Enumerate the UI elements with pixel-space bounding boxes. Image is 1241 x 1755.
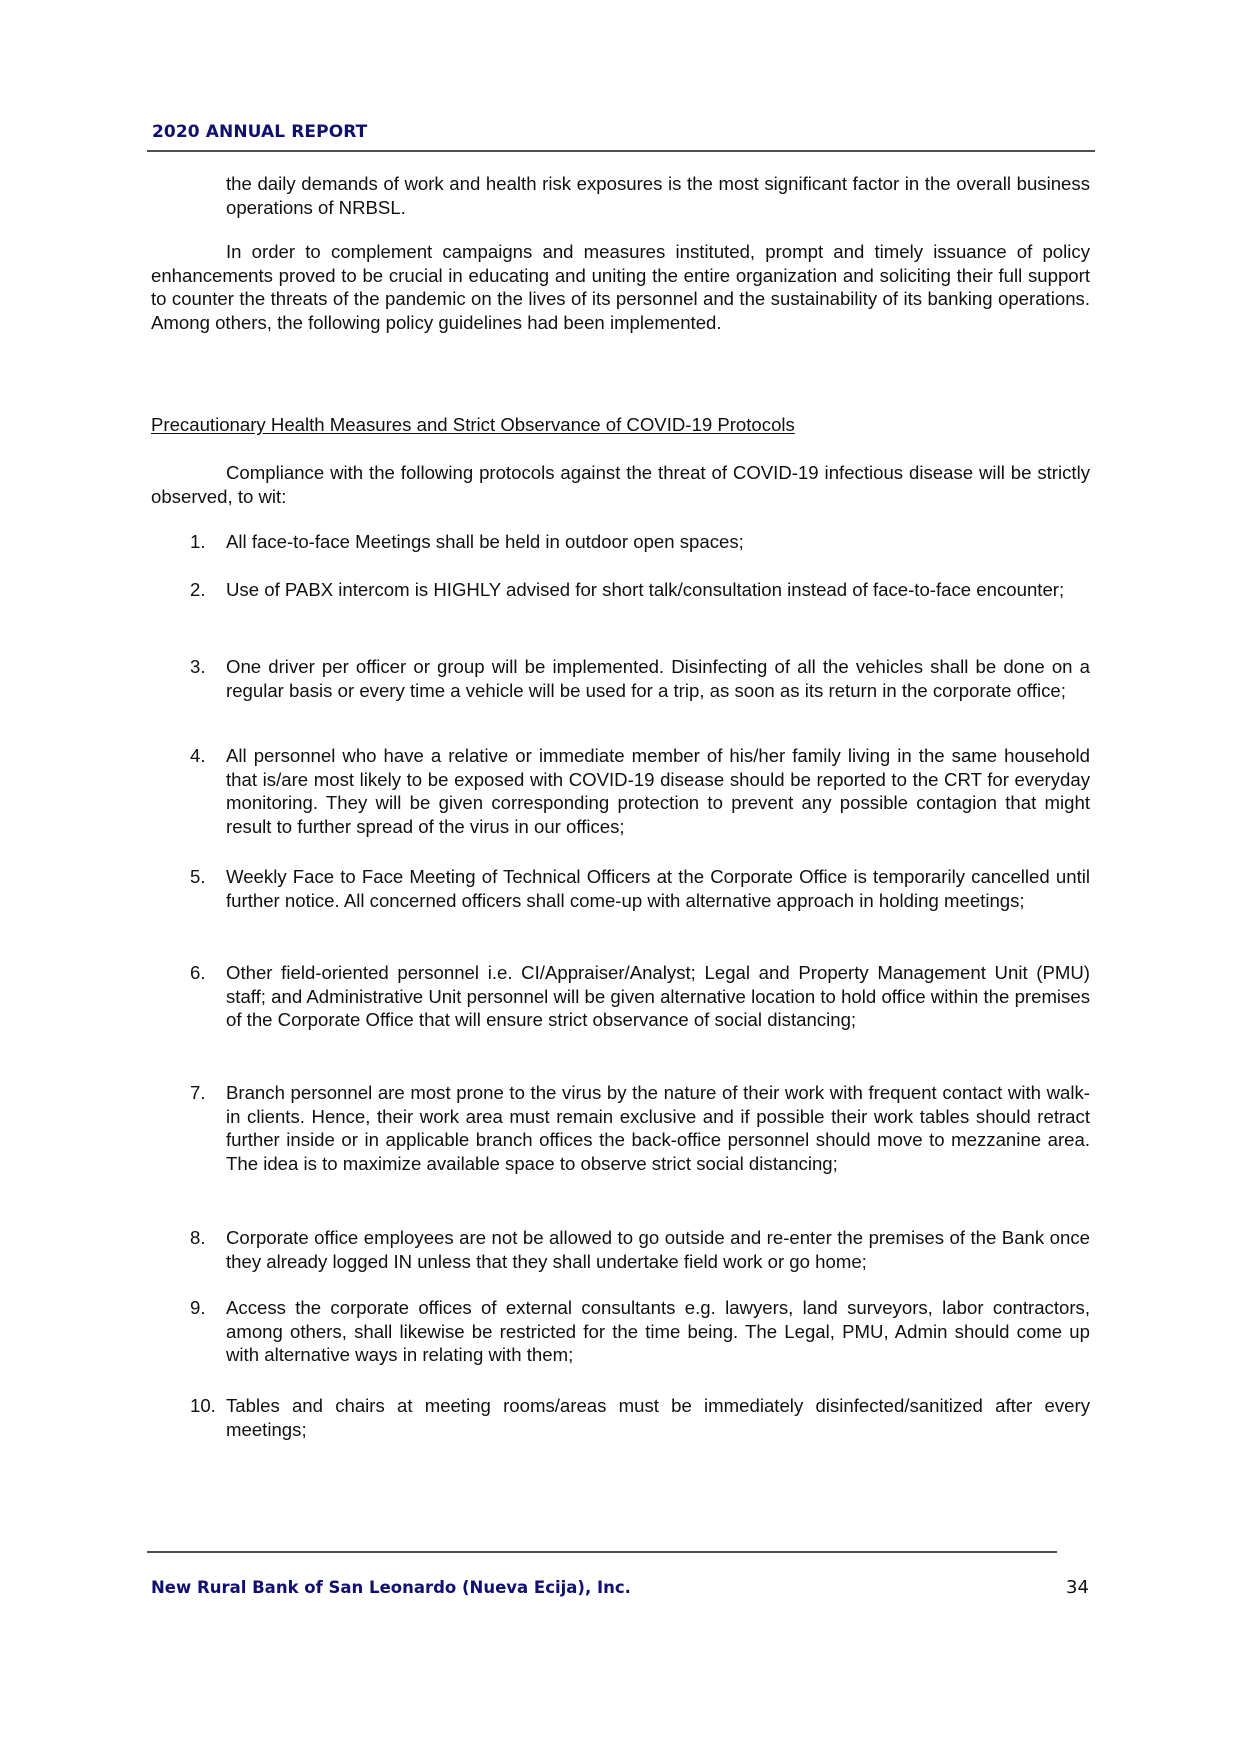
list-item-number: 2. [190, 579, 206, 600]
continuation-paragraph: the daily demands of work and health risk exposures is the most significant factor in the overall business operations of NRBSL. [226, 173, 1090, 218]
list-item-text: All face-to-face Meetings shall be held in outdoor open spaces; [226, 531, 744, 552]
list-item-number: 4. [190, 745, 206, 766]
policy-paragraph: In order to complement campaigns and measures instituted, prompt and timely issuance of policy enhancements proved to be crucial in educating and uniting the entire organization and soliciting their full support to counter the threats of the pandemic on the lives of its personnel and the sustainability of its banking operations. Among others, the following policy guidelines had been implemented. [151, 241, 1090, 333]
list-item [190, 655, 1090, 702]
footer-divider [147, 1551, 1057, 1553]
list-item [190, 1296, 1090, 1367]
section-heading: Precautionary Health Measures and Strict Observance of COVID-19 Protocols [151, 414, 795, 435]
list-item-text: All personnel who have a relative or immediate member of his/her family living in the same household that is/are most likely to be exposed with COVID-19 disease should be reported to the CRT for everyday monitoring. They will be given corresponding protection to prevent any possible contagion that might result to further spread of the virus in our offices; [226, 745, 1090, 837]
header-divider [147, 150, 1095, 152]
list-item-text: One driver per officer or group will be implemented. Disinfecting of all the vehicles shall be done on a regular basis or every time a vehicle will be used for a trip, as soon as its return in the corporate office; [226, 656, 1090, 701]
list-item [190, 865, 1090, 912]
list-item [190, 744, 1090, 838]
list-item-number: 5. [190, 866, 206, 887]
list-item [190, 530, 1090, 554]
list-item-number: 7. [190, 1082, 206, 1103]
report-header-title: 2020 ANNUAL REPORT [152, 122, 368, 142]
footer-organization-name: New Rural Bank of San Leonardo (Nueva Ecija), Inc. [151, 1578, 631, 1597]
list-item-text: Tables and chairs at meeting rooms/areas must be immediately disinfected/sanitized after every meetings; [226, 1395, 1090, 1440]
list-item-number: 8. [190, 1227, 206, 1248]
page-number: 34 [1066, 1577, 1089, 1598]
list-item-text: Use of PABX intercom is HIGHLY advised for short talk/consultation instead of face-to-face encounter; [226, 579, 1065, 600]
list-item [190, 1081, 1090, 1175]
list-item [190, 1394, 1090, 1441]
list-item-text: Corporate office employees are not be allowed to go outside and re-enter the premises of the Bank once they already logged IN unless that they shall undertake field work or go home; [226, 1227, 1090, 1272]
list-item-text: Access the corporate offices of external consultants e.g. lawyers, land surveyors, labor contractors, among others, shall likewise be restricted for the time being. The Legal, PMU, Admin should come up with alternative ways in relating with them; [226, 1297, 1090, 1366]
list-item-number: 10. [190, 1395, 216, 1416]
list-item-number: 9. [190, 1297, 206, 1318]
list-item [190, 961, 1090, 1032]
list-item-number: 6. [190, 962, 206, 983]
list-item-number: 1. [190, 531, 206, 552]
list-item-text: Branch personnel are most prone to the virus by the nature of their work with frequent contact with walk-in clients. Hence, their work area must remain exclusive and if possible their work tables should retract further inside or in applicable branch offices the back-office personnel should move to mezzanine area. The idea is to maximize available space to observe strict social distancing; [226, 1082, 1090, 1174]
compliance-paragraph: Compliance with the following protocols against the threat of COVID-19 infectious disease will be strictly observed, to wit: [151, 462, 1090, 507]
list-item [190, 1226, 1090, 1273]
list-item-text: Weekly Face to Face Meeting of Technical Officers at the Corporate Office is temporarily cancelled until further notice. All concerned officers shall come-up with alternative approach in holding meetings; [226, 866, 1090, 911]
list-item-text: Other field-oriented personnel i.e. CI/Appraiser/Analyst; Legal and Property Management Unit (PMU) staff; and Administrative Unit personnel will be given alternative location to hold office within the premises of the Corporate Office that will ensure strict observance of social distancing; [226, 962, 1090, 1031]
list-item-number: 3. [190, 656, 206, 677]
list-item [190, 578, 1090, 602]
